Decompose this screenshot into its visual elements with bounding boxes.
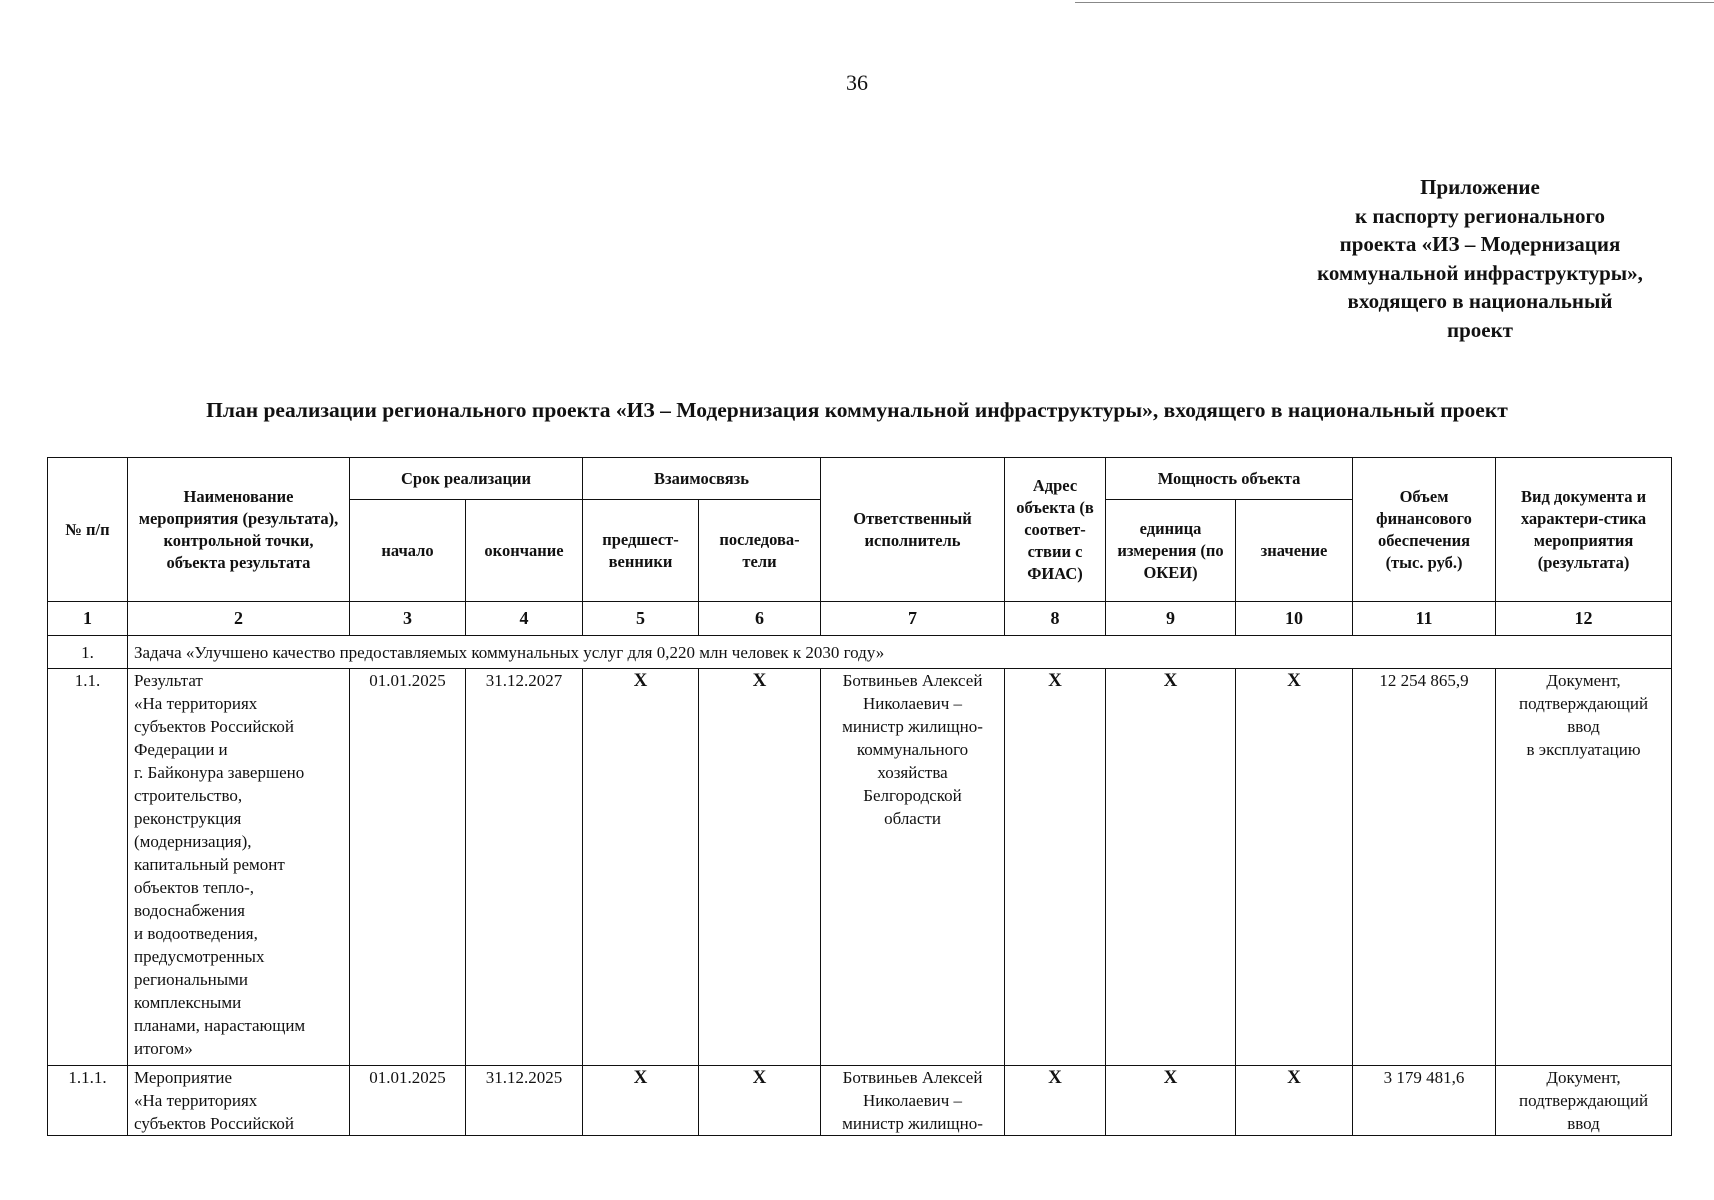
column-number: 7 (821, 602, 1005, 636)
row-responsible-line: министр жилищно- (842, 1114, 983, 1133)
column-number: 11 (1353, 602, 1496, 636)
row-name (128, 669, 350, 1066)
row-name-line: субъектов Российской (134, 1114, 294, 1133)
row-name-line: «На территориях (134, 694, 258, 713)
row-address: X (1005, 1066, 1106, 1136)
table-row (48, 1066, 1672, 1136)
row-predecessors: X (583, 669, 699, 1066)
column-number: 3 (350, 602, 466, 636)
row-responsible-line: Ботвиньев Алексей (842, 1068, 983, 1087)
row-name-line: г. Байконура завершено (134, 763, 305, 782)
row-doc-line: в эксплуатацию (1526, 740, 1641, 759)
row-name (128, 1066, 350, 1136)
task-num: 1. (48, 636, 128, 669)
row-predecessors: X (583, 1066, 699, 1136)
header-row-top (48, 458, 1672, 500)
row-responsible-line: коммунального (856, 740, 969, 759)
header-name: Наименование мероприятия (результата), контрольной точки, объекта результата (128, 458, 350, 602)
row-successors: X (699, 1066, 821, 1136)
row-num: 1.1.1. (48, 1066, 128, 1136)
document-title: План реализации регионального проекта «ИЗ – Модернизация коммунальной инфраструктуры», входящего в национальный проект (206, 398, 1508, 422)
appendix-line: проекта «ИЗ – Модернизация (1339, 232, 1621, 256)
column-number: 4 (466, 602, 583, 636)
task-text: Задача «Улучшено качество предоставляемых коммунальных услуг для 0,220 млн человек к 2030 году» (128, 636, 1672, 669)
row-doc-line: Документ, (1546, 671, 1621, 690)
column-number: 12 (1496, 602, 1672, 636)
implementation-plan-table (47, 457, 1672, 1136)
row-name-line: субъектов Российской (134, 717, 294, 736)
header-capacity-unit: единица измерения (по ОКЕИ) (1106, 500, 1236, 602)
top-edge-rule (1075, 2, 1714, 3)
task-row (48, 636, 1672, 669)
row-capacity-unit: X (1106, 1066, 1236, 1136)
row-name-line: предусмотренных (134, 947, 265, 966)
row-doc-line: ввод (1567, 1114, 1600, 1133)
row-end-date: 31.12.2027 (466, 669, 583, 1066)
row-address: X (1005, 669, 1106, 1066)
row-finance: 3 179 481,6 (1353, 1066, 1496, 1136)
column-number: 10 (1236, 602, 1353, 636)
row-num: 1.1. (48, 669, 128, 1066)
row-responsible-line: министр жилищно- (842, 717, 983, 736)
row-name-line: Федерации и (134, 740, 228, 759)
page-number: 36 (846, 70, 868, 95)
header-num: № п/п (48, 458, 128, 602)
row-start-date: 01.01.2025 (350, 1066, 466, 1136)
row-name-line: реконструкция (134, 809, 242, 828)
column-number: 5 (583, 602, 699, 636)
appendix-line: к паспорту регионального (1355, 203, 1605, 228)
header-relation: Взаимосвязь (583, 458, 821, 500)
table-row (48, 669, 1672, 1066)
row-successors: X (699, 669, 821, 1066)
row-responsible-line: области (884, 809, 941, 828)
row-name-line: объектов тепло-, (134, 878, 255, 897)
row-name-line: Результат (134, 671, 203, 690)
row-responsible (821, 669, 1005, 1066)
row-capacity-value: X (1236, 669, 1353, 1066)
row-name-line: Мероприятие (134, 1068, 233, 1087)
row-end-date: 31.12.2025 (466, 1066, 583, 1136)
row-name-line: капитальный ремонт (134, 855, 285, 874)
header-relation-next: последова-тели (699, 500, 821, 602)
row-responsible-line: Ботвиньев Алексей (842, 671, 983, 690)
row-responsible-line: Николаевич – (862, 694, 963, 713)
appendix-line: проект (1446, 317, 1513, 342)
row-name-line: планами, нарастающим (134, 1016, 306, 1035)
column-number-row (48, 602, 1672, 636)
header-finance: Объем финансового обеспечения (тыс. руб.) (1353, 458, 1496, 602)
row-responsible-line: хозяйства (877, 763, 948, 782)
header-relation-prev: предшест-венники (583, 500, 699, 602)
header-address: Адрес объекта (в соответ-ствии с ФИАС) (1005, 458, 1106, 602)
column-number: 1 (48, 602, 128, 636)
appendix-line: входящего в национальный (1347, 289, 1613, 313)
row-doc-type (1496, 1066, 1672, 1136)
row-doc-line: подтверждающий (1518, 694, 1649, 713)
row-name-line: строительство, (134, 786, 243, 805)
row-name-line: (модернизация), (134, 832, 252, 851)
row-name-line: итогом» (134, 1039, 193, 1058)
row-name-line: «На территориях (134, 1091, 258, 1110)
row-capacity-value: X (1236, 1066, 1353, 1136)
appendix-line: Приложение (1420, 175, 1540, 199)
row-finance: 12 254 865,9 (1353, 669, 1496, 1066)
row-doc-line: ввод (1567, 717, 1600, 736)
header-period-end: окончание (466, 500, 583, 602)
row-doc-line: подтверждающий (1518, 1091, 1649, 1110)
appendix-line: коммунальной инфраструктуры», (1317, 260, 1643, 285)
row-responsible-line: Белгородской (863, 786, 962, 805)
header-responsible: Ответственный исполнитель (821, 458, 1005, 602)
header-doc-type: Вид документа и характери-стика мероприятия (результата) (1496, 458, 1672, 602)
column-number: 2 (128, 602, 350, 636)
row-name-line: комплексными (134, 993, 242, 1012)
row-start-date: 01.01.2025 (350, 669, 466, 1066)
row-name-line: региональными (134, 970, 249, 989)
column-number: 8 (1005, 602, 1106, 636)
row-name-line: водоснабжения (134, 901, 245, 920)
appendix-heading (1260, 173, 1700, 344)
row-name-line: и водоотведения, (134, 924, 258, 943)
header-period: Срок реализации (350, 458, 583, 500)
row-capacity-unit: X (1106, 669, 1236, 1066)
header-capacity-value: значение (1236, 500, 1353, 602)
column-number: 9 (1106, 602, 1236, 636)
row-responsible-line: Николаевич – (862, 1091, 963, 1110)
row-responsible (821, 1066, 1005, 1136)
header-capacity: Мощность объекта (1106, 458, 1353, 500)
header-period-start: начало (350, 500, 466, 602)
row-doc-line: Документ, (1546, 1068, 1621, 1087)
row-doc-type (1496, 669, 1672, 1066)
column-number: 6 (699, 602, 821, 636)
